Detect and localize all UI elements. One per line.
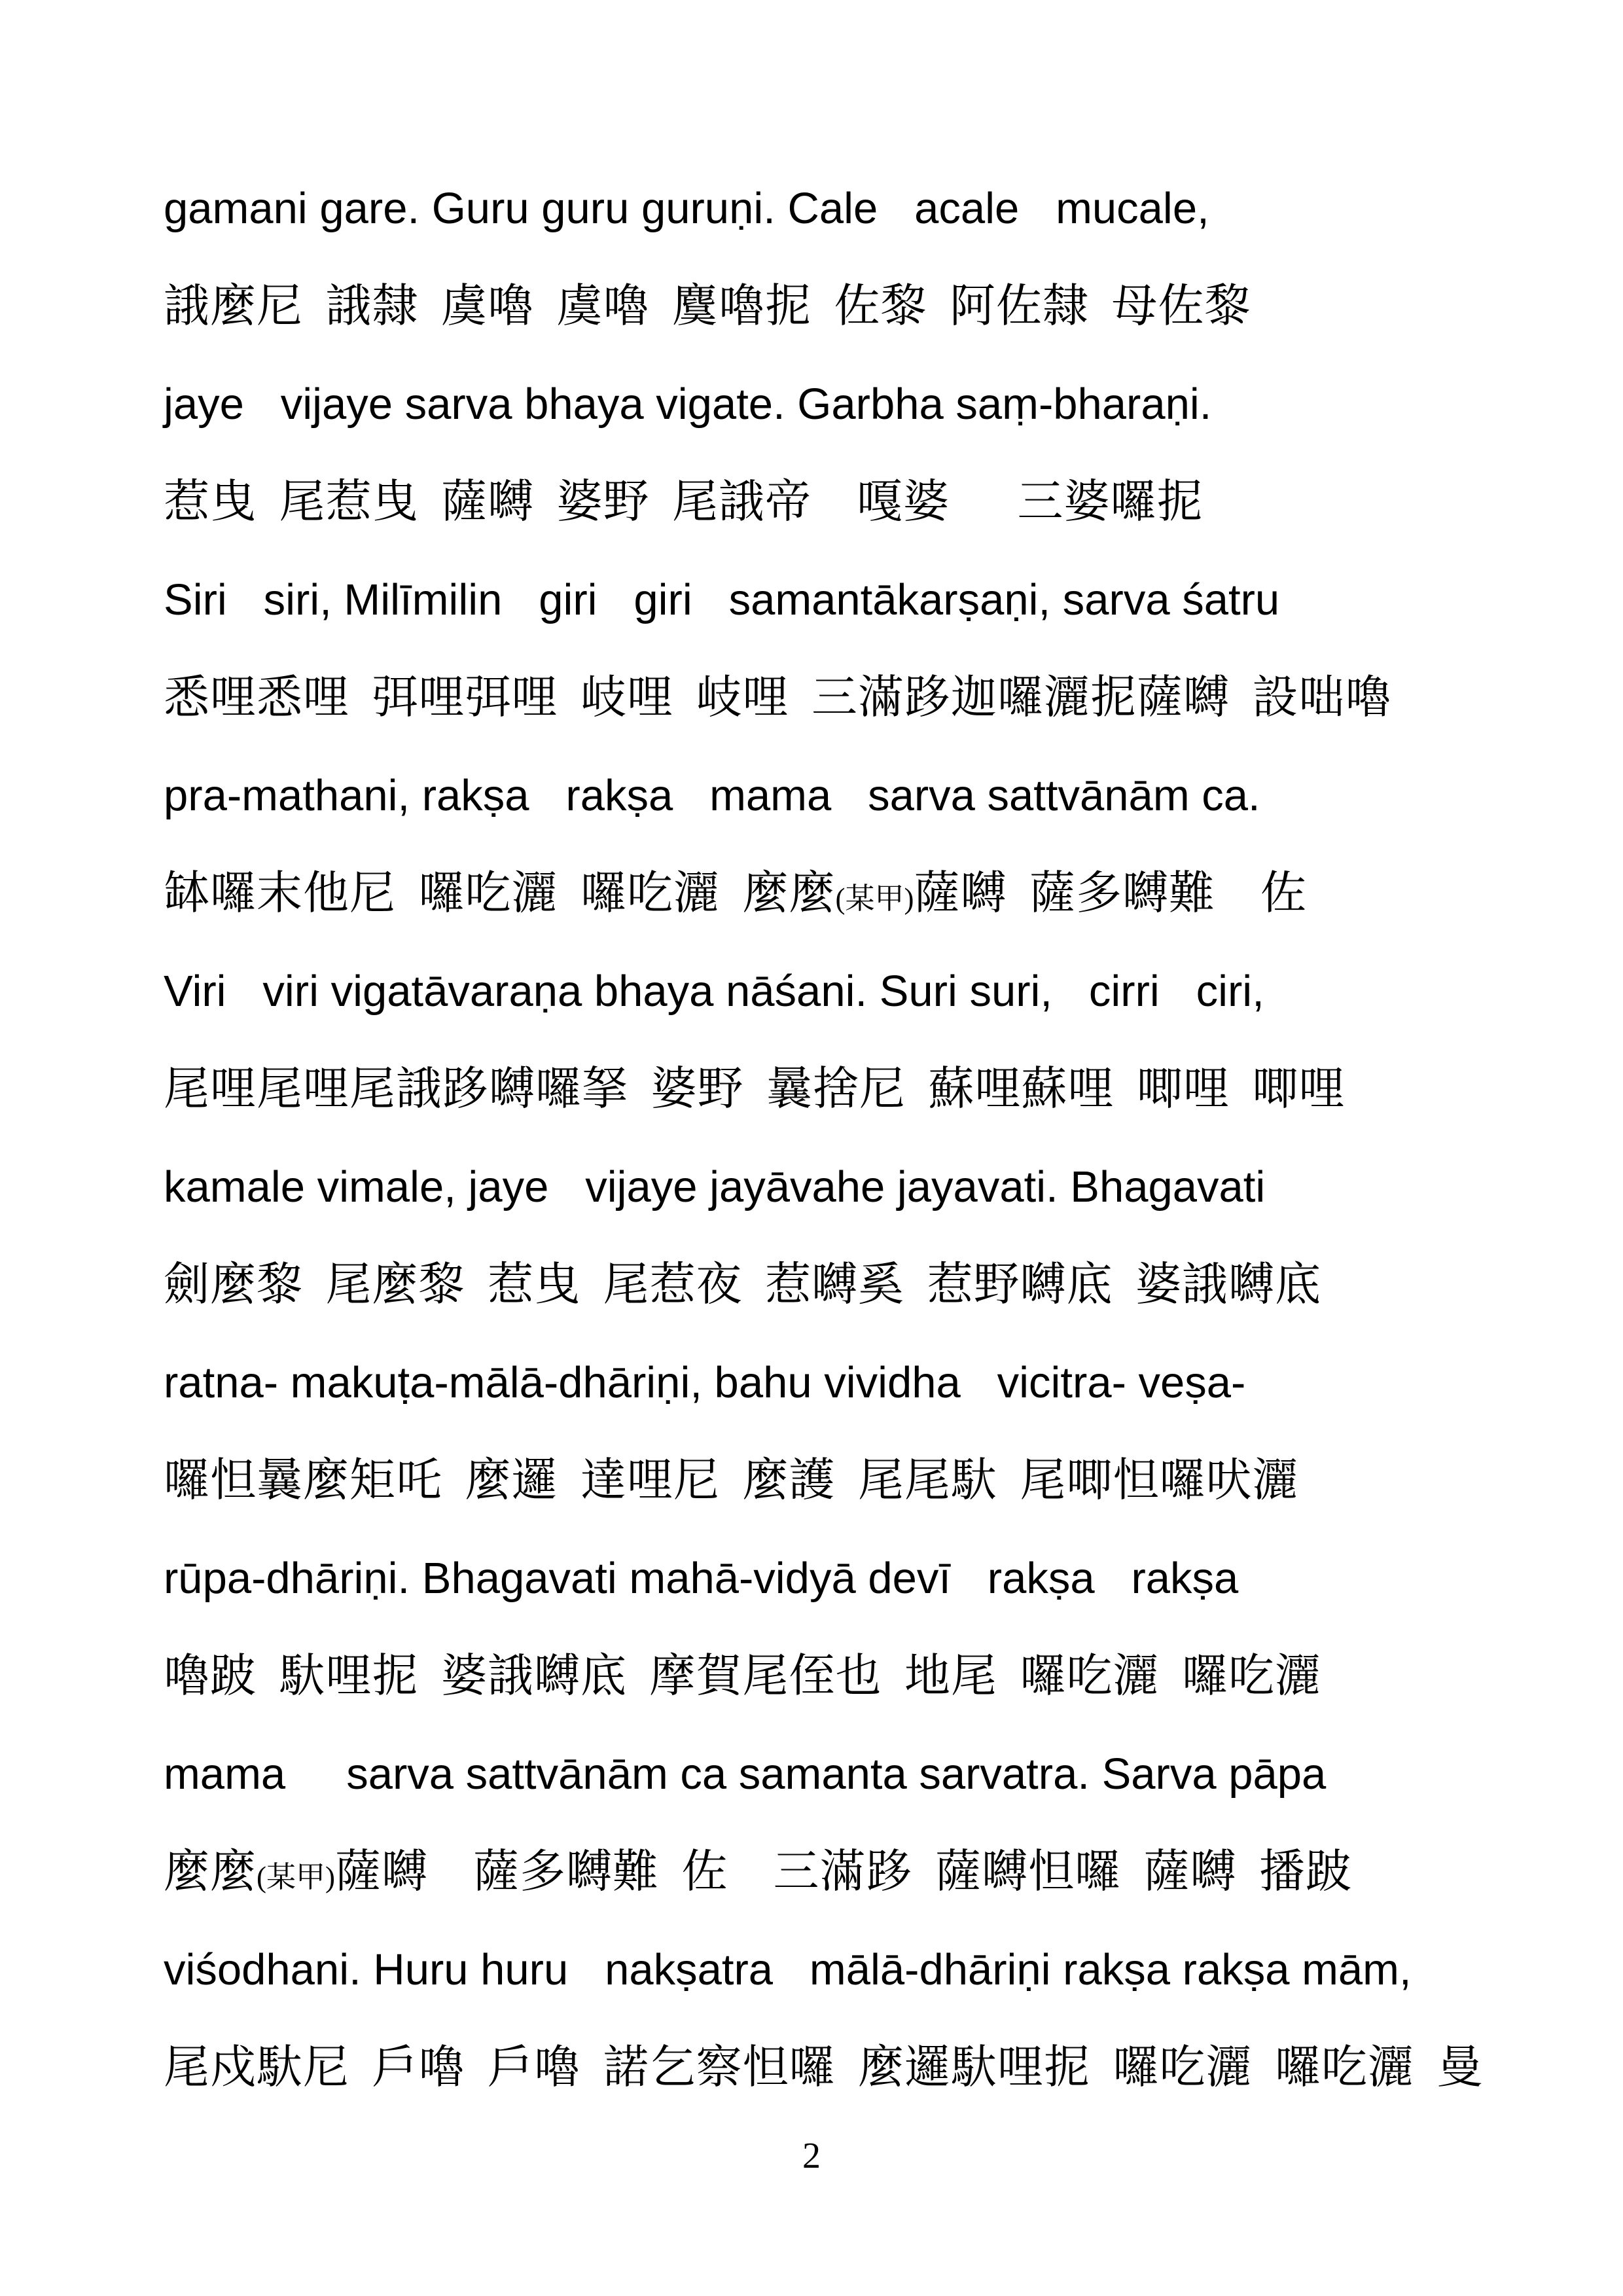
text-segment: 悉哩悉哩 弭哩弭哩 岐哩 岐哩 三滿跢迦囉灑抳薩嚩 設咄嚕 — [164, 672, 1392, 723]
text-segment: viśodhani. Huru huru nakṣatra mālā-dhāriṇi rakṣa rakṣa mām, — [164, 1945, 1412, 1994]
text-segment: pra-mathani, rakṣa rakṣa mama sarva sattvānām ca. — [164, 771, 1260, 820]
transliteration-line — [164, 1725, 1459, 1823]
transliteration-line — [164, 1334, 1459, 1432]
page-number: 2 — [802, 2136, 821, 2176]
text-segment: Siri siri, Milīmilin giri giri samantākarṣaṇi, sarva śatru — [164, 575, 1280, 624]
text-segment: 麼麼 — [164, 1846, 257, 1897]
chinese-line — [164, 1432, 1459, 1530]
text-segment: 嚕跛 馱哩抳 婆誐嚩底 摩賀尾侄也 地尾 囉吃灑 囉吃灑 — [164, 1651, 1321, 1702]
text-lines — [164, 160, 1484, 2117]
text-segment: 缽囉末他尼 囉吃灑 囉吃灑 麼麼 — [164, 868, 836, 919]
text-segment: 尾戍馱尼 戶嚕 戶嚕 諾乞察怛囉 麼邏馱哩抳 囉吃灑 囉吃灑 曼 — [164, 2042, 1484, 2093]
text-segment: 囉怛曩麼矩吒 麼邏 達哩尼 麼護 尾尾馱 尾唧怛囉吠灑 — [164, 1455, 1299, 1506]
chinese-line — [164, 1628, 1459, 1726]
transliteration-line — [164, 355, 1459, 454]
chinese-line — [164, 454, 1459, 552]
transliteration-line — [164, 1530, 1459, 1628]
text-segment: 誐麼尼 誐隸 虞嚕 虞嚕 麌嚕抳 佐黎 阿佐隸 母佐黎 — [164, 281, 1251, 332]
transliteration-line — [164, 1921, 1459, 2019]
transliteration-line — [164, 747, 1459, 845]
text-segment: 尾哩尾哩尾誐跢嚩囉拏 婆野 曩捨尼 蘇哩蘇哩 唧哩 唧哩 — [164, 1064, 1346, 1115]
text-segment: gamani gare. Guru guru guruṇi. Cale acale mucale, — [164, 184, 1209, 233]
text-segment: Viri viri vigatāvaraṇa bhaya nāśani. Suri suri, cirri ciri, — [164, 967, 1264, 1016]
chinese-line — [164, 1823, 1459, 1922]
chinese-line — [164, 1041, 1459, 1139]
text-segment: mama sarva sattvānām ca samanta sarvatra. Sarva pāpa — [164, 1749, 1327, 1799]
transliteration-line — [164, 160, 1459, 258]
text-segment: 惹曳 尾惹曳 薩嚩 婆野 尾誐帝 嘎婆 三婆囉抳 — [164, 476, 1204, 528]
chinese-line — [164, 2019, 1484, 2117]
text-segment: ratna- makuṭa-mālā-dhāriṇi, bahu vividha vicitra- veṣa- — [164, 1358, 1246, 1407]
chinese-line — [164, 649, 1459, 747]
text-segment: rūpa-dhāriṇi. Bhagavati mahā-vidyā devī rakṣa rakṣa — [164, 1554, 1239, 1603]
inline-annotation: (某甲) — [257, 1860, 335, 1893]
text-segment: 劍麼黎 尾麼黎 惹曳 尾惹夜 惹嚩奚 惹野嚩底 婆誐嚩底 — [164, 1259, 1321, 1310]
transliteration-line — [164, 942, 1459, 1041]
chinese-line — [164, 258, 1459, 356]
text-segment: jaye vijaye sarva bhaya vigate. Garbha saṃ-bharaṇi. — [164, 380, 1212, 429]
chinese-line — [164, 1236, 1459, 1335]
chinese-line — [164, 845, 1459, 943]
transliteration-line — [164, 1138, 1459, 1236]
transliteration-line — [164, 551, 1459, 649]
text-segment: 薩嚩 薩多嚩難 佐 — [914, 868, 1307, 919]
inline-annotation: (某甲) — [835, 882, 914, 915]
text-segment: kamale vimale, jaye vijaye jayāvahe jayavati. Bhagavati — [164, 1162, 1266, 1211]
text-segment: 薩嚩 薩多嚩難 佐 三滿跢 薩嚩怛囉 薩嚩 播跛 — [334, 1846, 1352, 1897]
